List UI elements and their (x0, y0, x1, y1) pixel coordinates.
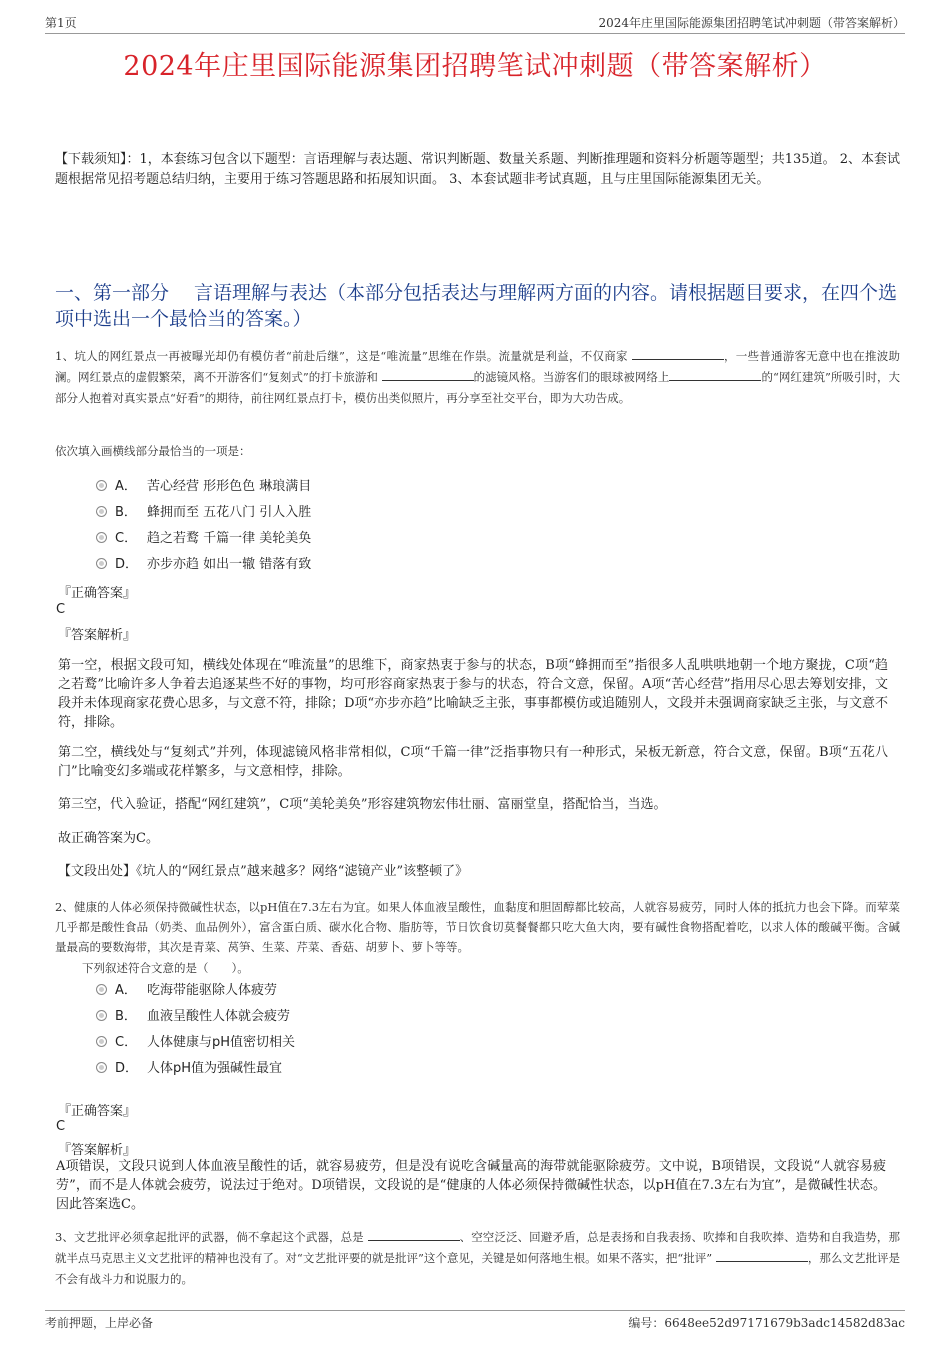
option-c[interactable]: C． 人体健康与pH值密切相关 (96, 1034, 295, 1052)
option-b[interactable]: B． 蜂拥而至 五花八门 引人入胜 (96, 504, 311, 522)
option-b[interactable]: B． 血液呈酸性人体就会疲劳 (96, 1008, 290, 1026)
question-1-stem: 1、坑人的网红景点一再被曝光却仍有模仿者“前赴后继”，这是“唯流量”思维在作祟。流量就是利益，不仅商家 ，一些普通游客无意中也在推波助澜。网红景点的虚假繁荣，离不开游客们“复刻式”的打卡旅游和 的滤镜风格。当游客们的眼球被网络上 的“网红建筑”所吸引时，大部分人抱着对真实景点“好看”的期待，前往网红景点打卡，模仿出类似照片，再分享至社交平台，即为大功告成。 (55, 349, 901, 405)
analysis-paragraph: 第二空，横线处与“复刻式”并列，体现滤镜风格非常相似，C项“千篇一律”泛指事物只有一种形式，呆板无新意，符合文意，保留。B项“五花八门”比喻变幻多端或花样繁多，与文意相悖，排除。 (58, 745, 888, 779)
analysis-paragraph: 第三空，代入验证，搭配“网红建筑”，C项“美轮美奂”形容建筑物宏伟壮丽、富丽堂皇，搭配恰当，当选。 (58, 797, 667, 812)
page-title: 2024年庄里国际能源集团招聘笔试冲刺题（带答案解析） (123, 51, 827, 82)
header-divider (45, 33, 905, 34)
fill-blank (716, 1249, 808, 1262)
option-d[interactable]: D． 人体pH值为强碱性最宜 (96, 1060, 282, 1078)
footer-serial: 编号：6648ee52d97171679b3adc14582d83ac (628, 1316, 905, 1330)
analysis-paragraph: 第一空，根据文段可知，横线处体现在“唯流量”的思维下，商家热衷于参与的状态，B项“蜂拥而至”指很多人乱哄哄地朝一个地方聚拢，C项“趋之若鹜”比喻许多人争着去追逐某些不好的事物，均可形容商家热衷于参与的状态，符合文意，保留。A项“苦心经营”指用尽心思去筹划安排，文段并未体现商家花费心思多，与文意不符，排除；D项“亦步亦趋”比喻缺乏主张，事事都模仿或追随别人，文段并未强调商家缺乏主张，与文意不符，排除。 (58, 658, 888, 730)
text-source: 【文段出处】《坑人的“网红景点”越来越多？网络“滤镜产业”该整顿了》 (58, 864, 469, 879)
fill-blank (382, 368, 474, 381)
analysis-label: 『答案解析』 (58, 1143, 137, 1158)
question-2-prompt: 下列叙述符合文意的是（ ）。 (82, 961, 249, 975)
option-c[interactable]: C． 趋之若鹜 千篇一律 美轮美奂 (96, 530, 311, 548)
footer-divider (45, 1310, 905, 1311)
correct-answer-value: C (56, 1119, 66, 1134)
section-heading: 一、第一部分 言语理解与表达（本部分包括表达与理解两方面的内容。请根据题目要求，在四个选项中选出一个最恰当的答案。） (55, 282, 898, 330)
radio-icon[interactable] (96, 480, 107, 491)
radio-icon[interactable] (96, 558, 107, 569)
analysis-paragraph: A项错误，文段只说到人体血液呈酸性的话，就容易疲劳，但是没有说吃含碱量高的海带就能驱除疲劳。文中说，B项错误，文段说“人就容易疲劳”，而不是人体就会疲劳，说法过于绝对。D项错误，文段说的是“健康的人体必须保持微碱性状态，以pH值在7.3左右为宜”，是微碱性状态。因此答案选C。 (56, 1159, 886, 1212)
footer-slogan: 考前押题，上岸必备 (45, 1316, 154, 1330)
analysis-paragraph: 故正确答案为C。 (58, 831, 159, 846)
header-doc-title: 2024年庄里国际能源集团招聘笔试冲刺题（带答案解析） (598, 16, 905, 30)
question-1-prompt: 依次填入画横线部分最恰当的一项是： (55, 444, 251, 458)
page-number: 第1页 (45, 16, 77, 30)
analysis-label: 『答案解析』 (58, 628, 137, 643)
correct-answer-value: C (56, 602, 66, 617)
radio-icon[interactable] (96, 1010, 107, 1021)
fill-blank (368, 1228, 460, 1241)
correct-answer-label: 『正确答案』 (58, 1104, 137, 1119)
option-d[interactable]: D． 亦步亦趋 如出一辙 错落有致 (96, 556, 311, 574)
option-a[interactable]: A． 吃海带能驱除人体疲劳 (96, 982, 277, 1000)
fill-blank (669, 368, 761, 381)
fill-blank (632, 347, 724, 360)
question-2-stem: 2、健康的人体必须保持微碱性状态，以pH值在7.3左右为宜。如果人体血液呈酸性，血黏度和胆固醇都比较高，人就容易疲劳，同时人体的抵抗力也会下降。而荤菜几乎都是酸性食品（奶类、血品例外），富含蛋白质、碳水化合物、脂肪等，节日饮食切莫餐餐都只吃大鱼大肉，要有碱性食物搭配着吃，以求人体的酸碱平衡。含碱量最高的要数海带，其次是青菜、莴笋、生菜、芹菜、香菇、胡萝卜、萝卜等等。 (55, 900, 900, 954)
radio-icon[interactable] (96, 984, 107, 995)
radio-icon[interactable] (96, 532, 107, 543)
radio-icon[interactable] (96, 1062, 107, 1073)
correct-answer-label: 『正确答案』 (58, 586, 137, 601)
download-notice: 【下载须知】：1，本套练习包含以下题型：言语理解与表达题、常识判断题、数量关系题、判断推理题和资料分析题等题型；共135道。 2、本套试题根据常见招考题总结归纳，主要用于练习答题思路和拓展知识面。 3、本套试题非考试真题，且与庄里国际能源集团无关。 (55, 152, 900, 187)
radio-icon[interactable] (96, 1036, 107, 1047)
radio-icon[interactable] (96, 506, 107, 517)
question-3-stem: 3、文艺批评必须拿起批评的武器，倘不拿起这个武器，总是 、空空泛泛、回避矛盾，总是表扬和自我表扬、吹捧和自我吹捧、造势和自我造势，那就半点马克思主义文艺批评的精神也没有了。对“文艺批评要的就是批评”这个意见，关键是如何落地生根。如果不落实，把“批评” ，那么文艺批评是不会有战斗力和说服力的。 (55, 1230, 901, 1286)
option-a[interactable]: A． 苦心经营 形形色色 琳琅满目 (96, 478, 311, 496)
